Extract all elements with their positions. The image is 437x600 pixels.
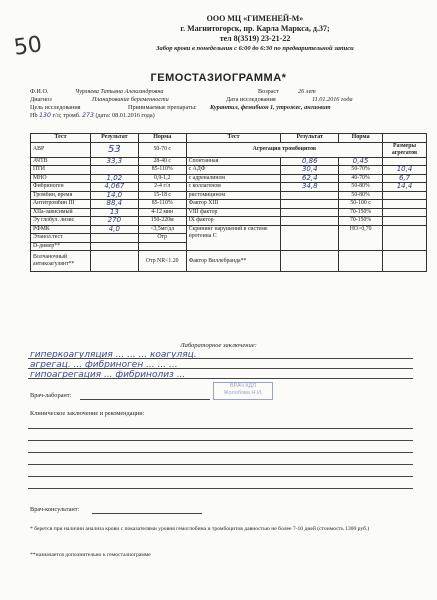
col-result: Результат	[90, 134, 138, 143]
drugs-label: Принимаемые препараты:	[128, 104, 197, 111]
plt-prefix: г/л; тромб.	[52, 112, 81, 119]
table-row: Антитромбин III 88,4 85-110% Фактор ХIII 50-100 с	[31, 200, 427, 209]
table-row: Волчаночный антикоагулянт** Отр NR<1.20 Фактор Виллебранда**	[31, 251, 427, 272]
plt-suffix: (дата: 08.01.2016 года)	[95, 112, 155, 119]
table-row: Тромбин, время 14,0 15-18 с ристомицином 50-80%	[31, 191, 427, 200]
table-header-row	[31, 134, 427, 143]
diagnosis-label: Диагноз	[30, 96, 52, 103]
clinical-title: Клиническое заключение и рекомендации:	[30, 410, 145, 417]
clinic-phone: тел 8(3519) 23-21-22	[219, 34, 291, 43]
table-row: Эу глобул. лизис 270 150-220м IX фактор 70-150%	[31, 217, 427, 226]
goal-label: Цель исследования	[30, 104, 81, 111]
footnote-double-star: **назначается дополнительно к гемостазиограмме	[30, 552, 151, 558]
col-test: Тест	[31, 134, 91, 143]
fio-value: Чурляева Татьяна Александровна	[75, 88, 164, 95]
date-label: Дата исследования	[226, 96, 276, 103]
plt-value: 273	[82, 112, 94, 119]
col-norm-2: Норма	[339, 134, 383, 143]
clinic-name: ООО МЦ «ГИМЕНЕЙ-М»	[206, 14, 304, 23]
footnote-star: * берется при наличии анализа крови с показателями уровня гемоглобина и тромбоцитов давностью не более 7-10 дней (стоимость 1300 руб.)	[30, 526, 370, 532]
table-row: АВР 53 50-70 с Агрегация тромбоцитов Размеры агрегатов	[31, 142, 427, 157]
drugs-row	[30, 104, 425, 112]
table-row: ПТИ 85-110% с АДФ 30,4 50-70% 10,4	[31, 166, 427, 175]
drugs-value: Курантил, фемибион 1, утрожес, ангиовит	[210, 104, 331, 111]
lab-conclusion-handwritten-2: агрегац. ... фибриноген ... ... ...	[30, 360, 178, 370]
table-row: РФМК 4,0 <3,5мг/дл Скрининг нарушений в системе протеина С НО>0,70	[31, 225, 427, 234]
patient-fields	[30, 88, 425, 120]
consultant-label: Врач-консультант:	[30, 506, 80, 513]
fio-label: Ф.И.О.	[30, 88, 49, 95]
col-norm: Норма	[138, 134, 186, 143]
table-row: ХIIa-зависимый 13 4-12 мин VIII фактор 70-150%	[31, 208, 427, 217]
lab-conclusion-title: Лабораторное заключение:	[180, 342, 257, 349]
clinic-note: Забор крови в понедельник с 6:00 до 6:30 по предварительной записи	[156, 45, 354, 52]
hb-row	[30, 112, 425, 120]
doctor-stamp: ВРАЧ КДЛ Жолобова Н.И.	[213, 382, 273, 400]
diagnosis-row	[30, 96, 425, 104]
table-row: Фибриноген 4,067 2-4 г/л с коллагеном 34,8 50-80% 14,4	[31, 183, 427, 192]
age-label: Возраст	[258, 88, 279, 95]
diagnosis-value: Планирование беременности	[92, 96, 169, 103]
lab-conclusion-handwritten-3: гипоагрегация ... фибринолиз ...	[30, 370, 186, 380]
hemostasis-table	[30, 133, 427, 272]
hb-value: 130	[39, 112, 51, 119]
hb-prefix: Hb	[30, 112, 38, 119]
margin-mark: 50	[12, 32, 44, 61]
aggregate-size-header: Размеры агрегатов	[383, 142, 427, 157]
table-row: D-димер**	[31, 242, 427, 251]
age-value: 26 лет	[298, 88, 316, 95]
table-row: АЧТВ 33,3 28-40 с Спонтанная 0,86 0,45	[31, 157, 427, 166]
col-result-2: Результат	[281, 134, 339, 143]
aggregation-header: Агрегация тромбоцитов	[186, 142, 382, 157]
clinic-header	[110, 14, 400, 54]
document-title: ГЕМОСТАЗИОГРАММА*	[150, 72, 287, 84]
lab-conclusion-handwritten-1: гиперкоагуляция ... ... ... коагуляц.	[30, 350, 197, 360]
date-value: 11.01.2016 года	[312, 96, 353, 103]
table-row: МНО 1,02 0,9-1,2 с адреналином 62,4 40-70% 6,7	[31, 174, 427, 183]
clinic-address: г. Магнитогорск, пр. Карла Маркса, д.37;	[180, 24, 330, 33]
fio-row	[30, 88, 425, 96]
lab-doctor-label: Врач-лаборант:	[30, 392, 72, 399]
col-test-2: Тест	[186, 134, 281, 143]
table-row: Этанол.тест Отр	[31, 234, 427, 243]
